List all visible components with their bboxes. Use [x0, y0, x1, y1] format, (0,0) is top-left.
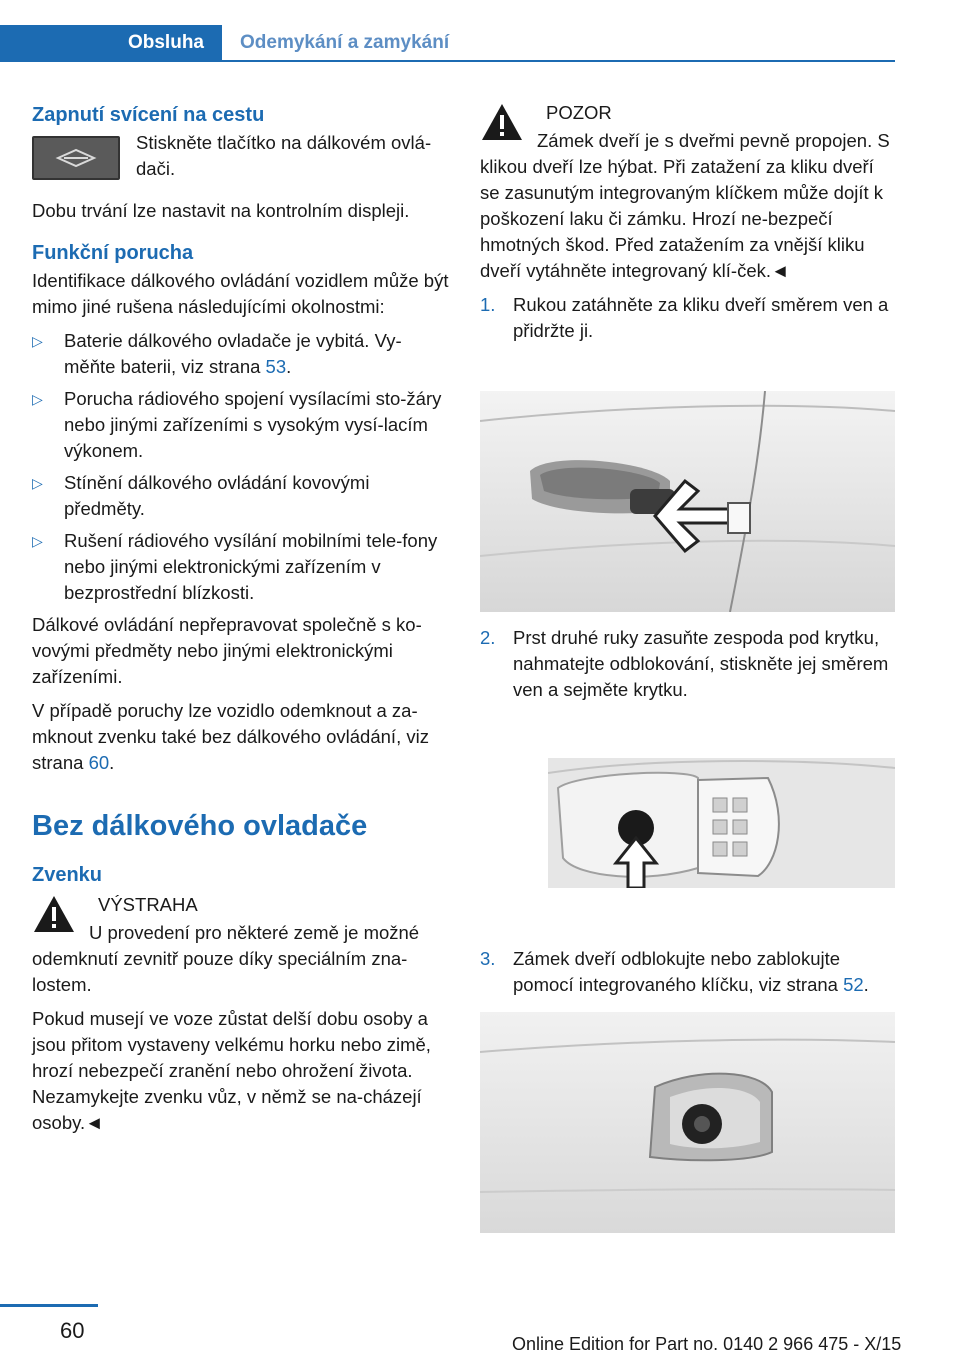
tab-odemykani[interactable]: Odemykání a zamykání — [240, 32, 450, 53]
step-number: 3. — [480, 948, 496, 969]
list-item — [480, 625, 898, 703]
list-item — [480, 946, 898, 998]
right-column — [480, 100, 898, 344]
steps-list-2 — [480, 625, 898, 703]
step-number: 2. — [480, 627, 496, 648]
step-2 — [480, 625, 898, 703]
bullet-triangle-icon: ▷ — [32, 391, 43, 407]
bullet-suffix: . — [286, 356, 292, 377]
step-3 — [480, 946, 898, 998]
step-text: Prst druhé ruky zasuňte zespoda pod krytku, nahmatejte odblokování, stiskněte jej směrem ven a sejměte krytku. — [513, 627, 889, 700]
warning-text: U provedení pro některé země je možné odemknutí zevnitř pouze díky speciálním zna-lostem. — [32, 922, 420, 995]
left-column — [32, 100, 450, 1144]
page-link-60[interactable]: 60 — [88, 752, 110, 773]
section-title-travel-light: Zapnutí svícení na cestu — [32, 104, 265, 126]
chapter-title: Bez dálkového ovladače — [32, 810, 368, 842]
bullet-triangle-icon: ▷ — [32, 533, 43, 549]
edition-footer: Online Edition for Part no. 0140 2 966 475 - X/15 — [512, 1334, 902, 1354]
fault-suffix: . — [109, 752, 115, 773]
header-rule — [0, 60, 895, 62]
step-number: 1. — [480, 294, 496, 315]
footer-rule — [0, 1304, 98, 1307]
caution-icon — [480, 102, 524, 142]
list-item — [480, 292, 898, 344]
bullet-text: Porucha rádiového spojení vysílacími sto-žáry nebo jinými zařízeními s vysokým vysí-lacím výkonem. — [64, 388, 442, 461]
bullet-triangle-icon: ▷ — [32, 475, 43, 491]
list-item — [32, 386, 450, 464]
page-link-53[interactable]: 53 — [265, 356, 287, 377]
warning-icon — [32, 894, 76, 934]
bullet-text: Baterie dálkového ovladače je vybitá. Vy-měňte baterii, viz strana — [64, 330, 402, 377]
list-item — [32, 328, 450, 380]
bullet-text: Stínění dálkového ovládání kovovými předměty. — [64, 472, 370, 519]
step-suffix: . — [863, 974, 869, 995]
caution-title: POZOR — [546, 102, 612, 123]
section1-note: Dobu trvání lze nastavit na kontrolním displeji. — [32, 200, 410, 221]
list-item — [32, 470, 450, 522]
section-title-malfunction: Funkční porucha — [32, 242, 194, 264]
fault-paragraph — [32, 698, 450, 776]
photo-door-handle — [480, 391, 895, 612]
remote-button-instruction — [32, 130, 450, 190]
photo-lock-cover — [548, 758, 895, 888]
metal-objects-note: Dálkové ovládání nepřepravovat společně s ko-vovými předměty nebo jinými elektronickými zařízeními. — [32, 614, 422, 687]
page-header — [0, 0, 960, 62]
bullet-text: Rušení rádiového vysílání mobilními tele-fony nebo jinými elektronickými zařízením v bezprostřední blízkosti. — [64, 530, 438, 603]
section1-text: Stiskněte tlačítko na dálkovém ovlá-dači. — [136, 132, 432, 179]
sub-title-outside: Zvenku — [32, 864, 103, 886]
photo-door-lock — [480, 1012, 895, 1233]
malfunction-intro: Identifikace dálkového ovládání vozidlem může být mimo jiné rušena následujícími okolnostmi: — [32, 270, 449, 317]
step-text: Zámek dveří odblokujte nebo zablokujte pomocí integrovaného klíčku, viz strana — [513, 948, 844, 995]
warning-title: VÝSTRAHA — [98, 894, 198, 915]
malfunction-list — [32, 328, 450, 606]
tab-obsluha[interactable]: Obsluha — [0, 25, 222, 61]
bullet-triangle-icon: ▷ — [32, 333, 43, 349]
steps-list-3 — [480, 946, 898, 998]
warning-text-2: Pokud musejí ve voze zůstat delší dobu osoby a jsou přitom vystaveny velkému horku nebo zimě, hrozí nebezpečí zranění nebo ohrožení života. Nezamykejte zvenku vůz, v němž se na-cházejí osoby.◄ — [32, 1008, 431, 1133]
page-link-52[interactable]: 52 — [843, 974, 864, 995]
remote-button-icon — [32, 136, 120, 180]
steps-list — [480, 292, 898, 344]
caution-text: Zámek dveří je s dveřmi pevně propojen. S klikou dveří lze hýbat. Při zatažení za kliku dveří se zasunutým integrovaným klíčkem může dojít k poškození laku či zámku. Hrozí ne-bezpečí hmotných škod. Před zatažením za vnější kliku dveří vytáhněte integrovaný klí-ček.◄ — [480, 130, 890, 281]
fault-text: V případě poruchy lze vozidlo odemknout a za-mknout zvenku také bez dálkového ovládání, viz strana — [32, 700, 429, 773]
list-item — [32, 528, 450, 606]
page-number: 60 — [60, 1318, 85, 1343]
step-text: Rukou zatáhněte za kliku dveří směrem ven a přidržte ji. — [513, 294, 889, 341]
